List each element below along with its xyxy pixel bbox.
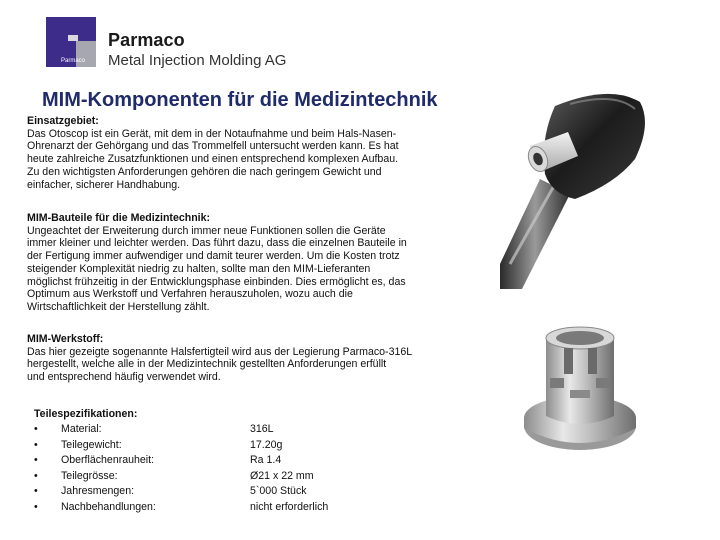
spec-label: Nachbehandlungen:: [61, 500, 156, 513]
bullet: •: [34, 454, 38, 467]
bullet: •: [34, 485, 38, 498]
specs-title: Teilespezifikationen:: [34, 408, 138, 420]
spec-row-size: [34, 470, 434, 486]
bullet: •: [34, 500, 38, 513]
spec-label: Material:: [61, 423, 102, 435]
page-title: MIM-Komponenten für die Medizintechnik: [42, 89, 438, 111]
spec-label: Oberflächenrauheit:: [61, 454, 155, 467]
text-line: Optimum aus Werkstoff und Verfahren herauszuholen, wozu auch die: [27, 288, 353, 301]
spec-row-annual-quantity: [34, 485, 434, 501]
section-heading: Einsatzgebiet:: [27, 115, 99, 127]
text-line: einfacher, sicherer Handhabung.: [27, 178, 181, 191]
bullet: •: [34, 438, 38, 451]
spec-label: Teilegrösse:: [61, 469, 118, 482]
text-line: Das hier gezeigte sogenannte Halsfertigteil wird aus der Legierung Parmaco-316L: [27, 345, 413, 358]
section-heading: MIM-Bauteile für die Medizintechnik:: [27, 212, 211, 224]
otoscope-image: [500, 84, 650, 289]
spec-row-material: [34, 423, 434, 439]
company-header: [108, 30, 286, 69]
company-name: Parmaco: [108, 30, 185, 50]
spec-value: nicht erforderlich: [250, 500, 329, 513]
text-line: und entsprechend häufig verwendet wird.: [27, 371, 221, 384]
logo-small-text: Parmaco: [61, 58, 86, 64]
spec-label: Teilegewicht:: [61, 438, 122, 451]
spec-value: Ø21 x 22 mm: [250, 469, 314, 482]
section-einsatzgebiet: [27, 115, 467, 191]
text-line: Das Otoscop ist ein Gerät, mit dem in der Notaufnahme und beim Hals-Nasen-: [27, 127, 397, 140]
text-line: hergestellt, welche alle in der Medizintechnik gestellten Anforderungen erfüllt: [27, 358, 387, 371]
spec-label: Jahresmengen:: [61, 485, 135, 498]
specifications-list: [34, 408, 434, 517]
section-heading: MIM-Werkstoff:: [27, 333, 104, 345]
text-line: der Fertigung immer aufwendiger und damit teurer werden. Um die Kosten trotz: [27, 250, 400, 263]
spec-row-post-treatment: [34, 501, 434, 517]
company-subtitle: Metal Injection Molding AG: [108, 52, 287, 69]
spec-value: 17.20g: [250, 438, 283, 451]
spec-value: 316L: [250, 423, 274, 435]
spec-row-roughness: [34, 454, 434, 470]
section-mim-bauteile: [27, 212, 467, 314]
text-line: immer kleiner und leichter werden. Das führt dazu, dass die einzelnen Bauteile in: [27, 237, 407, 250]
spec-row-weight: [34, 439, 434, 455]
section-mim-werkstoff: [27, 333, 467, 384]
text-line: Wirtschaftlichkeit der Herstellung zählt.: [27, 300, 210, 313]
text-line: steigender Komplexität niedrig zu halten, sollte man den MIM-Lieferanten: [27, 262, 371, 275]
spec-value: Ra 1.4: [250, 454, 282, 467]
spec-value: 5`000 Stück: [250, 485, 307, 498]
text-line: heute zahlreiche Zusatzfunktionen und einen entsprechend komplexen Aufbau.: [27, 153, 399, 166]
text-line: Ungeachtet der Erweiterung durch immer neue Funktionen sollen die Geräte: [27, 224, 386, 237]
bullet: •: [34, 423, 38, 435]
bullet: •: [34, 469, 38, 482]
text-line: Ohrenarzt der Gehörgang und das Trommelfell untersucht werden kann. Es hat: [27, 140, 399, 153]
text-line: Zu den wichtigsten Anforderungen gehören die nach geringem Gewicht und: [27, 165, 382, 178]
text-line: möglichst frühzeitig in der Entwicklungsphase einbinden. Dies ermöglicht es, das: [27, 275, 406, 288]
halsfertigteil-image: [520, 318, 640, 458]
